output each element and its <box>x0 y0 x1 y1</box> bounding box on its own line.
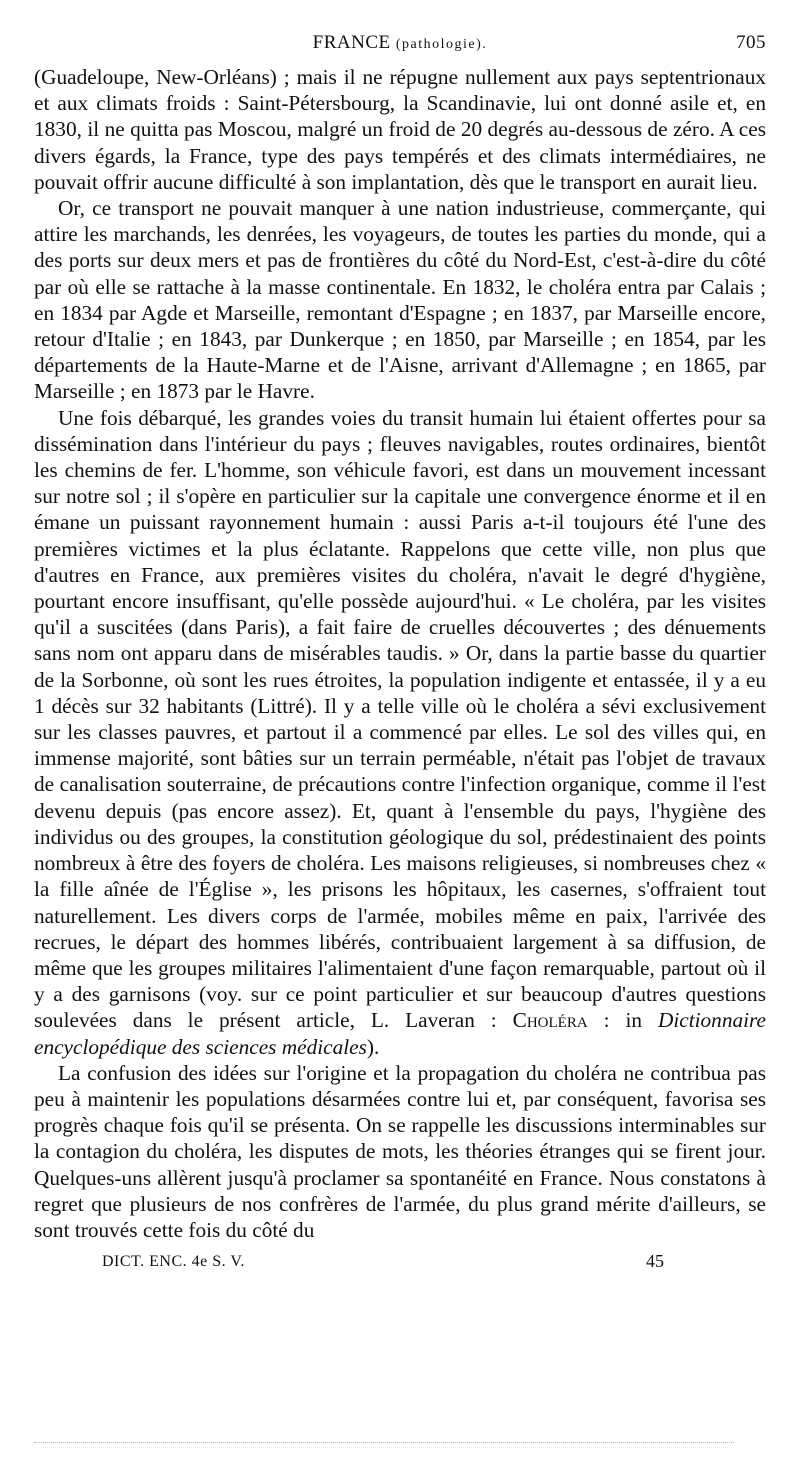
paragraph <box>34 64 766 195</box>
running-title-main: FRANCE <box>312 32 391 53</box>
page-number: 705 <box>736 32 766 53</box>
text-run: Or, ce transport ne pouvait manquer à une nation industrieuse, commerçante, qui attire les marchands, les denrées, les voyageurs, de toutes les parties du monde, qui a des ports sur deux mers et pas de frontières du côté du Nord-Est, c'est-à-dire du côté par où elle se rattache à la masse continentale. En 1832, le choléra entra par Calais ; en 1834 par Agde et Marseille, remontant d'Espagne ; en 1837, par Marseille encore, retour d'Italie ; en 1843, par Dunkerque ; en 1850, par Marseille ; en 1854, par les départements de la Haute-Marne et de l'Aisne, arrivant d'Allemagne ; en 1865, par Marseille ; en 1873 par le Havre. <box>34 196 766 404</box>
paragraph <box>34 195 766 405</box>
running-title-sub: (pathologie). <box>395 37 488 52</box>
paragraph <box>34 405 766 1060</box>
document-page <box>34 30 766 1279</box>
text-run: Une fois débarqué, les grandes voies du transit humain lui étaient offertes pour sa dissémination dans l'intérieur du pays ; fleuves navigables, routes ordinaires, bientôt les chemins de fer. L'homme, son véhicule favori, est dans un mouvement incessant sur notre sol ; il s'opère en particulier sur la capitale une convergence énorme et il en émane un puissant rayonnement humain : aussi Paris a-t-il toujours été l'une des premières victimes et la plus éclatante. Rappelons que cette ville, non plus que d'autres en France, aux premières visites du choléra, n'avait le degré d'hygiène, pourtant encore insuffisant, qu'elle possède aujourd'hui. « Le choléra, par les visites qu'il a suscitées (dans Paris), a fait faire de cruelles découvertes ; des dénuements sans nom ont apparu dans de misérables taudis. » Or, dans la partie basse du quartier de la Sorbonne, où sont les rues étroites, la population indigente et entassée, il y a eu 1 décès sur 32 habitants (Littré). Il y a telle ville où le choléra a sévi exclusivement sur les classes pauvres, et partout il a commencé par elles. Le sol des villes qui, en immense majorité, sont bâties sur un terrain perméable, n'était pas l'objet de travaux de canalisation souterraine, de précautions contre l'infection organique, comme il l'est devenu depuis (pas encore assez). Et, quant à l'ensemble du pays, l'hygiène des individus ou des groupes, la constitution géologique du sol, prédestinaient des points nombreux à être des foyers de choléra. Les maisons religieuses, si nombreuses chez « la fille aînée de l'Église », les prisons les hôpitaux, les casernes, s'offraient tout naturellement. Les divers corps de l'armée, mobiles même en paix, l'arrivée des recrues, le départ des hommes libérés, contribuaient largement à sa diffusion, de même que les groupes militaires l'alimentaient d'une façon remarquable, partout où il y a des garnisons (voy. sur ce point particulier et sur beaucoup d'autres questions soulevées dans le présent article, L. Laveran : <box>34 405 766 1033</box>
text-run: La confusion des idées sur l'origine et la propagation du choléra ne contribua pas peu à maintenir les populations désarmées contre lui et, par conséquent, favorisa ses progrès chaque fois qu'il se présenta. On se rappelle les discussions interminables sur la contagion du choléra, les disputes de mots, les théories étranges qui se firent jour. Quelques-uns allèrent jusqu'à proclamer sa spontanéité en France. Nous constatons à regret que plusieurs de nos confrères de l'armée, du plus grand mérite d'ailleurs, se sont trouvés cette fois du côté du <box>34 1060 766 1242</box>
body-text <box>34 64 766 1243</box>
smallcaps-term: Choléra <box>512 1008 588 1033</box>
text-run: ). <box>366 1034 380 1059</box>
page-footer <box>34 1249 766 1279</box>
running-head <box>34 30 766 64</box>
bottom-dotted-rule <box>34 1442 734 1443</box>
signature-number: 45 <box>646 1251 664 1272</box>
running-title <box>34 32 766 54</box>
text-run: : in <box>587 1008 658 1033</box>
italic-title: Dictionnaire encyclopédique des sciences médicales <box>34 1008 766 1059</box>
signature-mark: DICT. ENC. 4e S. V. <box>102 1253 245 1271</box>
paragraph <box>34 1060 766 1243</box>
text-run: (Guadeloupe, New-Orléans) ; mais il ne répugne nullement aux pays septentrionaux et aux climats froids : Saint-Pétersbourg, la Scandinavie, lui ont donné asile et, en 1830, il ne quitta pas Moscou, malgré un froid de 20 degrés au-dessous de zéro. A ces divers égards, la France, type des pays tempérés et des climats intermédiaires, ne pouvait offrir aucune difficulté à son implantation, dès que le transport en aurait lieu. <box>34 65 766 194</box>
